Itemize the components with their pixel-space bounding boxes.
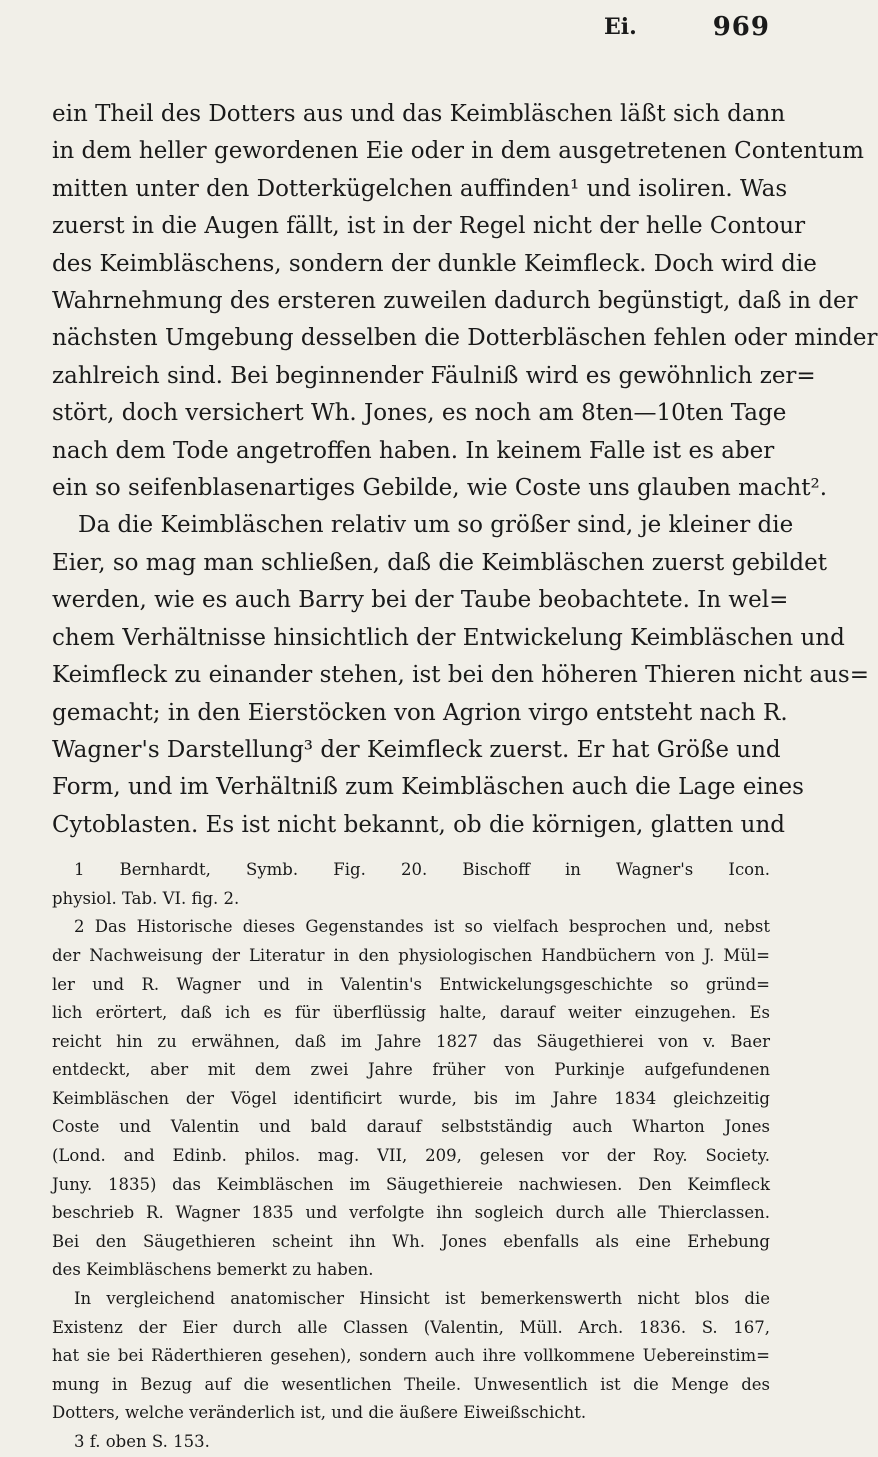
main-text — [52, 96, 878, 844]
footnote-line: beschrieb R. Wagner 1835 und verfolgte ihn sogleich durch alle Thierclassen. — [52, 1203, 770, 1223]
page — [52, 0, 878, 1457]
footnote-line: Keimbläschen der Vögel identificirt wurde, bis im Jahre 1834 gleichzeitig — [52, 1088, 770, 1108]
text-line: Wahrnehmung des ersteren zuweilen dadurch begünstigt, daß in der — [52, 288, 858, 315]
footnote-line: der Nachweisung der Literatur in den physiologischen Handbüchern von J. Mül= — [52, 945, 770, 965]
text-line: Eier, so mag man schließen, daß die Keimbläschen zuerst gebildet — [52, 549, 827, 576]
running-title: Ei. — [604, 14, 637, 40]
running-header — [52, 0, 770, 58]
text-line: nächsten Umgebung desselben die Dotterbläschen fehlen oder minder — [52, 325, 878, 352]
footnote-line: hat sie bei Räderthieren gesehen), sondern auch ihre vollkommene Uebereinstim= — [52, 1346, 770, 1366]
text-line: des Keimbläschens, sondern der dunkle Keimfleck. Doch wird die — [52, 250, 817, 277]
footnote-line: 1 Bernhardt, Symb. Fig. 20. Bischoff in Wagner's Icon. — [74, 860, 770, 880]
footnote-line: Bei den Säugethieren scheint ihn Wh. Jones ebenfalls als eine Erhebung — [52, 1231, 770, 1251]
footnote-line: 2 Das Historische dieses Gegenstandes ist so vielfach besprochen und, nebst — [74, 917, 770, 937]
text-line: Keimfleck zu einander stehen, ist bei den höheren Thieren nicht aus= — [52, 662, 869, 689]
footnote-line: lich erörtert, daß ich es für überflüssig halte, darauf weiter einzugehen. Es — [52, 1003, 770, 1023]
text-line: mitten unter den Dotterkügelchen auffinden¹ und isoliren. Was — [52, 175, 788, 202]
text-line: werden, wie es auch Barry bei der Taube beobachtete. In wel= — [52, 587, 789, 614]
text-line: Cytoblasten. Es ist nicht bekannt, ob die körnigen, glatten und — [52, 811, 786, 838]
text-line: in dem heller gewordenen Eie oder in dem ausgetretenen Contentum — [52, 138, 864, 165]
footnote-line: reicht hin zu erwähnen, daß im Jahre 1827 das Säugethierei von v. Baer — [52, 1031, 770, 1051]
footnote-line: Dotters, welche veränderlich ist, und die äußere Eiweißschicht. — [52, 1403, 587, 1423]
text-line: ein so seifenblasenartiges Gebilde, wie Coste uns glauben macht². — [52, 475, 828, 502]
footnote-line: In vergleichend anatomischer Hinsicht ist bemerkenswerth nicht blos die — [74, 1289, 770, 1309]
text-line: zuerst in die Augen fällt, ist in der Regel nicht der helle Contour — [52, 213, 806, 240]
footnote-line: Coste und Valentin und bald darauf selbstständig auch Wharton Jones — [52, 1117, 770, 1137]
footnote-line: (Lond. and Edinb. philos. mag. VII, 209, gelesen vor der Roy. Society. — [52, 1146, 770, 1166]
footnote-line: entdeckt, aber mit dem zwei Jahre früher von Purkinje aufgefundenen — [52, 1060, 770, 1080]
text-line: nach dem Tode angetroffen haben. In keinem Falle ist es aber — [52, 437, 775, 464]
footnotes — [52, 856, 770, 1456]
text-line: zahlreich sind. Bei beginnender Fäulniß wird es gewöhnlich zer= — [52, 362, 816, 389]
footnote-line: 3 f. oben S. 153. — [74, 1432, 210, 1451]
text-line: gemacht; in den Eierstöcken von Agrion virgo entsteht nach R. — [52, 699, 788, 726]
footnote-line: des Keimbläschens bemerkt zu haben. — [52, 1260, 374, 1280]
text-line: Form, und im Verhältniß zum Keimbläschen auch die Lage eines — [52, 774, 804, 801]
footnote-line: ler und R. Wagner und in Valentin's Entwickelungsgeschichte so gründ= — [52, 974, 770, 994]
footnote-line: Existenz der Eier durch alle Classen (Valentin, Müll. Arch. 1836. S. 167, — [52, 1317, 770, 1337]
page-number: 969 — [712, 12, 770, 42]
text-line: Wagner's Darstellung³ der Keimfleck zuerst. Er hat Größe und — [52, 736, 781, 763]
text-line: Da die Keimbläschen relativ um so größer sind, je kleiner die — [78, 512, 794, 539]
footnote-line: Juny. 1835) das Keimbläschen im Säugethiereie nachwiesen. Den Keimfleck — [52, 1174, 770, 1194]
text-line: chem Verhältnisse hinsichtlich der Entwickelung Keimbläschen und — [52, 624, 845, 651]
footnote-line: physiol. Tab. VI. fig. 2. — [52, 888, 240, 908]
text-line: ein Theil des Dotters aus und das Keimbläschen läßt sich dann — [52, 101, 786, 127]
text-line: stört, doch versichert Wh. Jones, es noch am 8ten—10ten Tage — [52, 400, 787, 427]
footnote-line: mung in Bezug auf die wesentlichen Theile. Unwesentlich ist die Menge des — [52, 1374, 770, 1394]
